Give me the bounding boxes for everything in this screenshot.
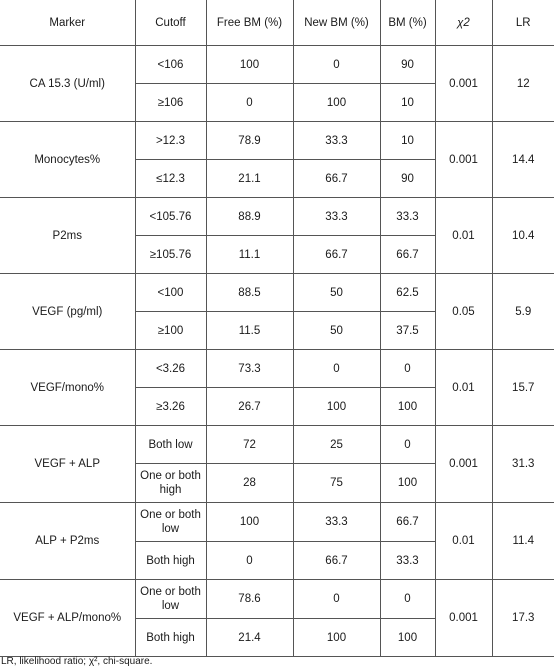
marker-cell: ALP + P2ms [0,503,135,580]
chi2-cell: 0.001 [435,426,492,503]
free-bm-cell: 88.5 [206,274,293,312]
free-bm-cell: 0 [206,542,293,580]
header-cutoff: Cutoff [135,0,206,46]
new-bm-cell: 33.3 [293,198,380,236]
new-bm-cell: 66.7 [293,236,380,274]
chi2-cell: 0.01 [435,350,492,426]
lr-cell: 31.3 [492,426,554,503]
chi2-cell: 0.01 [435,503,492,580]
free-bm-cell: 72 [206,426,293,464]
header-marker: Marker [0,0,135,46]
bm-cell: 66.7 [380,503,435,542]
bm-cell: 10 [380,84,435,122]
table-row [0,580,554,619]
lr-cell: 5.9 [492,274,554,350]
bm-cell: 100 [380,619,435,657]
bm-cell: 33.3 [380,198,435,236]
cutoff-cell: <105.76 [135,198,206,236]
table-row [0,122,554,160]
lr-cell: 12 [492,46,554,122]
marker-cell: P2ms [0,198,135,274]
cutoff-cell: ≥100 [135,312,206,350]
bm-cell: 0 [380,426,435,464]
free-bm-cell: 78.9 [206,122,293,160]
cutoff-cell: <106 [135,46,206,84]
new-bm-cell: 66.7 [293,160,380,198]
cutoff-cell: One or both high [135,464,206,503]
free-bm-cell: 11.5 [206,312,293,350]
free-bm-cell: 100 [206,46,293,84]
cutoff-cell: ≥105.76 [135,236,206,274]
cutoff-cell: One or both low [135,580,206,619]
chi2-cell: 0.001 [435,122,492,198]
free-bm-cell: 11.1 [206,236,293,274]
header-new-bm: New BM (%) [293,0,380,46]
marker-cell: CA 15.3 (U/ml) [0,46,135,122]
new-bm-cell: 75 [293,464,380,503]
cutoff-cell: Both high [135,619,206,657]
new-bm-cell: 0 [293,350,380,388]
header-free-bm: Free BM (%) [206,0,293,46]
new-bm-cell: 50 [293,274,380,312]
free-bm-cell: 88.9 [206,198,293,236]
marker-cell: Monocytes% [0,122,135,198]
table-row [0,46,554,84]
bm-cell: 33.3 [380,542,435,580]
table-row [0,274,554,312]
lr-cell: 10.4 [492,198,554,274]
marker-cell: VEGF + ALP/mono% [0,580,135,657]
lr-cell: 11.4 [492,503,554,580]
free-bm-cell: 73.3 [206,350,293,388]
bm-cell: 37.5 [380,312,435,350]
free-bm-cell: 21.1 [206,160,293,198]
free-bm-cell: 78.6 [206,580,293,619]
chi2-cell: 0.001 [435,46,492,122]
free-bm-cell: 28 [206,464,293,503]
free-bm-cell: 0 [206,84,293,122]
cutoff-cell: Both high [135,542,206,580]
table-row [0,198,554,236]
new-bm-cell: 100 [293,388,380,426]
free-bm-cell: 26.7 [206,388,293,426]
cutoff-cell: ≤12.3 [135,160,206,198]
lr-cell: 14.4 [492,122,554,198]
bm-cell: 100 [380,464,435,503]
cutoff-cell: >12.3 [135,122,206,160]
chi2-cell: 0.01 [435,198,492,274]
bm-cell: 90 [380,46,435,84]
marker-cell: VEGF (pg/ml) [0,274,135,350]
new-bm-cell: 100 [293,84,380,122]
table-row [0,350,554,388]
lr-cell: 15.7 [492,350,554,426]
cutoff-cell: ≥3.26 [135,388,206,426]
new-bm-cell: 100 [293,619,380,657]
header-bm: BM (%) [380,0,435,46]
new-bm-cell: 25 [293,426,380,464]
bm-cell: 62.5 [380,274,435,312]
header-lr: LR [492,0,554,46]
new-bm-cell: 33.3 [293,122,380,160]
new-bm-cell: 50 [293,312,380,350]
table-footnote: LR, likelihood ratio; χ², chi-square. [1,656,153,667]
cutoff-cell: Both low [135,426,206,464]
bm-cell: 100 [380,388,435,426]
cutoff-cell: One or both low [135,503,206,542]
bm-cell: 0 [380,350,435,388]
header-chi2: χ2 [435,0,492,46]
bm-cell: 66.7 [380,236,435,274]
free-bm-cell: 21.4 [206,619,293,657]
cutoff-cell: <100 [135,274,206,312]
lr-cell: 17.3 [492,580,554,657]
new-bm-cell: 0 [293,46,380,84]
new-bm-cell: 33.3 [293,503,380,542]
cutoff-cell: <3.26 [135,350,206,388]
new-bm-cell: 0 [293,580,380,619]
bm-cell: 10 [380,122,435,160]
table-row [0,503,554,542]
cutoff-cell: ≥106 [135,84,206,122]
marker-cell: VEGF/mono% [0,350,135,426]
bm-cell: 0 [380,580,435,619]
new-bm-cell: 66.7 [293,542,380,580]
table-row [0,426,554,464]
chi2-cell: 0.001 [435,580,492,657]
header-row [0,0,554,46]
chi2-cell: 0.05 [435,274,492,350]
marker-cell: VEGF + ALP [0,426,135,503]
free-bm-cell: 100 [206,503,293,542]
bm-cell: 90 [380,160,435,198]
